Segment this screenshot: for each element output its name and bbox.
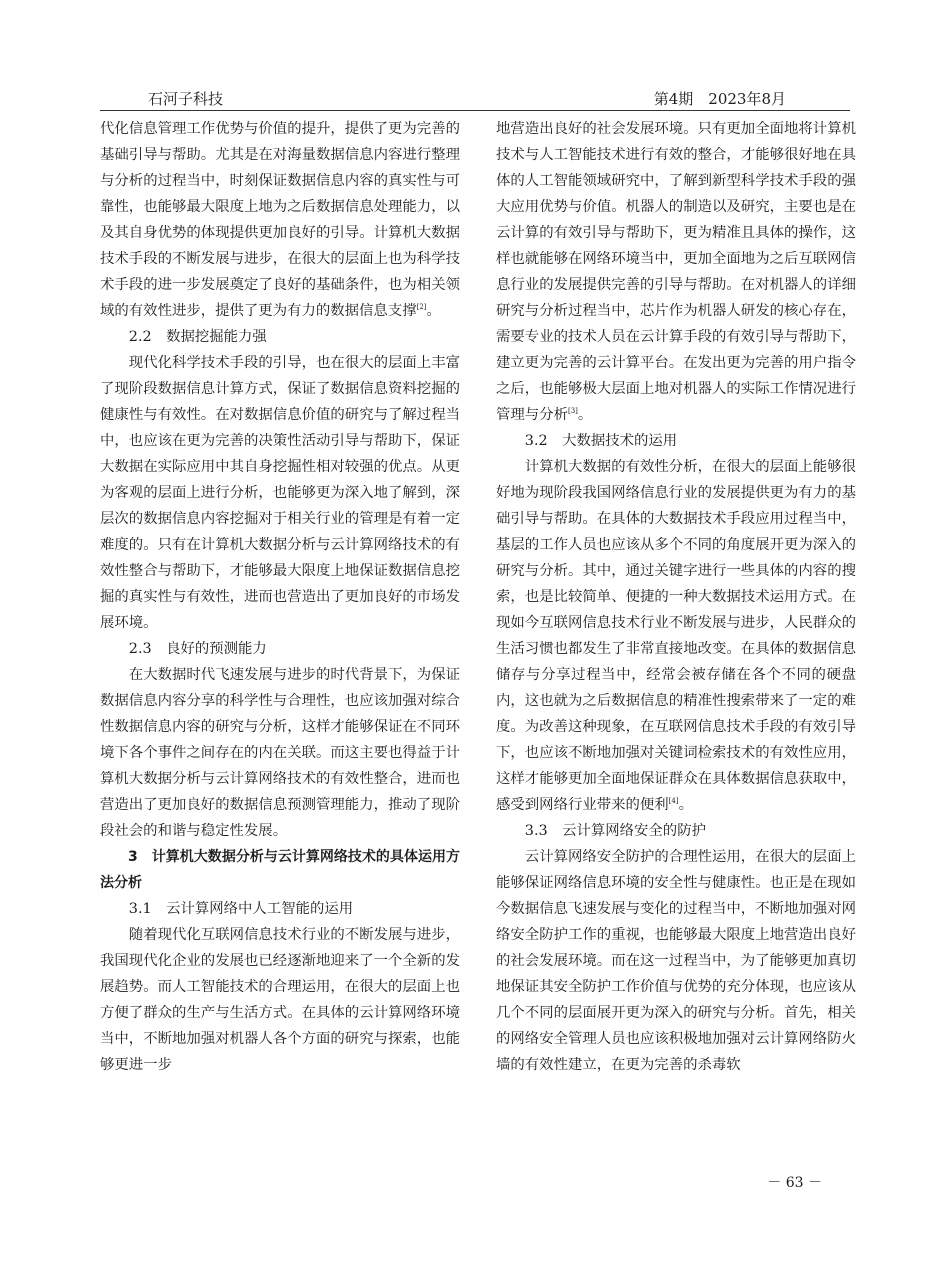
paragraph-end: 。 [426, 303, 441, 319]
paragraph-text: 地营造出良好的社会发展环境。只有更加全面地将计算机技术与人工智能技术进行有效的整合，才能够很好地在具体的人工智能领域研究中，了解到新型科学技术手段的强大应用优势与价值。机器人的制造以及研究，主要也是在云计算的有效引导与帮助下，更为精准且具体的操作，这样也就能够在网络环境当中，更加全面地为之后互联网信息行业的发展提供完善的引导与帮助。在对机器人的详细研究与分析过程当中，芯片作为机器人研发的核心存在，需要专业的技术人员在云计算手段的有效引导与帮助下，建立更为完善的云计算平台。在发出更为完善的用户指令之后，也能够极大层面上地对机器人的实际工作情况进行管理与分析 [496, 121, 856, 423]
paragraph [496, 454, 856, 818]
paragraph: 现代化科学技术手段的引导，也在很大的层面上丰富了现阶段数据信息计算方式，保证了数据信息资料挖掘的健康性与有效性。在对数据信息价值的研究与了解过程当中，也应该在更为完善的决策性活动引导与帮助下，保证大数据在实际应用中其自身挖掘性相对较强的优点。从更为客观的层面上进行分析，也能够更为深入地了解到，深层次的数据信息内容挖掘对于相关行业的管理是有着一定难度的。只有在计算机大数据分析与云计算网络技术的有效性整合与帮助下，才能够最大限度上地保证数据信息挖掘的真实性与有效性，进而也营造出了更加良好的市场发展环境。 [100, 355, 460, 631]
running-header [100, 88, 850, 112]
paragraph: 随着现代化互联网信息技术行业的不断发展与进步，我国现代化企业的发展也已经逐渐地迎来了一个全新的发展趋势。而人工智能技术的合理运用，在很大的层面上也方便了群众的生产与生活方式。在具体的云计算网络环境当中，不断地加强对机器人各个方面的研究与探索，也能够更进一步 [100, 927, 460, 1073]
section-heading-3-3: 3.3 云计算网络安全的防护 [524, 823, 706, 839]
paragraph-end: 。 [577, 407, 593, 423]
citation: [2] [416, 303, 427, 312]
right-column [496, 116, 856, 1078]
paragraph [496, 116, 856, 428]
citation: [4] [668, 797, 679, 806]
paragraph: 在大数据时代飞速发展与进步的时代背景下，为保证数据信息内容分享的科学性与合理性，也应该加强对综合性数据信息内容的研究与分析，这样才能够保证在不同环境下各个事件之间存在的内在关联。而这主要也得益于计算机大数据分析与云计算网络技术的有效性整合，进而也营造出了更加良好的数据信息预测管理能力，推动了现阶段社会的和谐与稳定性发展。 [100, 667, 460, 839]
paragraph-end: 。 [678, 797, 694, 813]
section-heading-2-3: 2.3 良好的预测能力 [128, 641, 267, 657]
section-heading-2-2: 2.2 数据挖掘能力强 [128, 329, 267, 345]
citation: [3] [567, 407, 578, 416]
header-rule [100, 110, 850, 111]
journal-name: 石河子科技 [148, 90, 224, 108]
left-column [100, 116, 460, 1078]
paragraph [100, 116, 460, 324]
issue-info: 第4期 2023年8月 [653, 90, 786, 108]
paragraph-text: 计算机大数据的有效性分析，在很大的层面上能够很好地为现阶段我国网络信息行业的发展提供更为有力的基础引导与帮助。在具体的大数据技术手段应用过程当中，基层的工作人员也应该从多个不同的角度展开更为深入的研究与分析。其中，通过关键字进行一些具体的内容的搜索，也是比较简单、便捷的一种大数据技术运用方式。在现如今互联网信息技术行业不断发展与进步，人民群众的生活习惯也都发生了非常直接地改变。在具体的数据信息储存与分享过程当中，经常会被存储在各个不同的硬盘内，这也就为之后数据信息的精准性搜索带来了一定的难度。为改善这种现象，在互联网信息技术手段的有效引导下，也应该不断地加强对关键词检索技术的有效性应用，这样才能够更加全面地保证群众在具体数据信息获取中，感受到网络行业带来的便利 [496, 459, 856, 813]
paragraph-text: 代化信息管理工作优势与价值的提升，提供了更为完善的基础引导与帮助。尤其是在对海量数据信息内容进行整理与分析的过程当中，时刻保证数据信息内容的真实性与可靠性，也能够最大限度上地为之后数据信息处理能力，以及其自身优势的体现提供更加良好的引导。计算机大数据技术手段的不断发展与进步，在很大的层面上也为科学技术手段的进一步发展奠定了良好的基础条件，也为相关领域的有效性进步，提供了更为有力的数据信息支撑 [100, 121, 460, 319]
page-number: － 63 － [767, 1175, 822, 1191]
paragraph: 云计算网络安全防护的合理性运用，在很大的层面上能够保证网络信息环境的安全性与健康性。也正是在现如今数据信息飞速发展与变化的过程当中，不断地加强对网络安全防护工作的重视，也能够最大限度上地营造出良好的社会发展环境。而在这一过程当中，为了能够更加真切地保证其安全防护工作价值与优势的充分体现，也应该从几个不同的层面展开更为深入的研究与分析。首先，相关的网络安全管理人员也应该积极地加强对云计算网络防火墙的有效性建立，在更为完善的杀毒软 [496, 849, 856, 1073]
section-heading-3-1: 3.1 云计算网络中人工智能的运用 [128, 901, 354, 917]
section-heading-3-2: 3.2 大数据技术的运用 [524, 433, 678, 449]
section-heading-3: 3 计算机大数据分析与云计算网络技术的具体运用方法分析 [100, 849, 460, 891]
